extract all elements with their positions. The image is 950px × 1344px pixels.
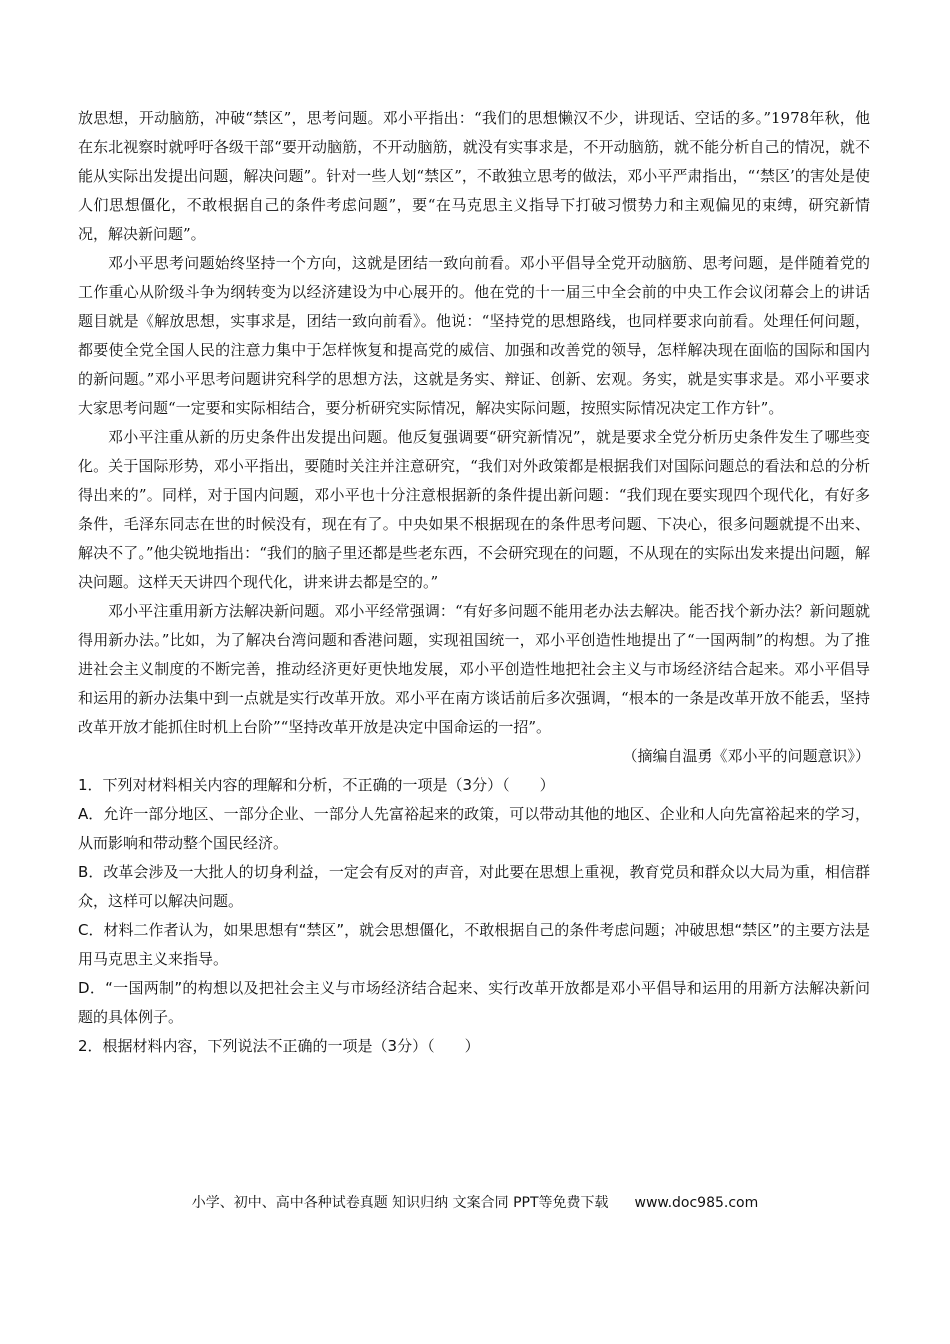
article-paragraph-2: 邓小平思考问题始终坚持一个方向，这就是团结一致向前看。邓小平倡导全党开动脑筋、思考问题，是伴随着党的工作重心从阶级斗争为纲转变为以经济建设为中心展开的。他在党的十一届三中全会前的中央工作会议闭幕会上的讲话题目就是《解放思想，实事求是，团结一致向前看》。他说：“坚持党的思想路线，也同样要求向前看。处理任何问题，都要使全党全国人民的注意力集中于怎样恢复和提高党的威信、加强和改善党的领导，怎样解决现在面临的国际和国内的新问题。”邓小平思考问题讲究科学的思想方法，这就是务实、辩证、创新、宏观。务实，就是实事求是。邓小平要求大家思考问题“一定要和实际相结合，要分析研究实际情况，解决实际问题，按照实际情况决定工作方针”。	[78, 254, 870, 417]
footer-text: 小学、初中、高中各种试卷真题 知识归纳 文案合同 PPT等免费下载	[191, 1195, 609, 1211]
question-1	[78, 771, 870, 1032]
question-1-option-b: B．改革会涉及一大批人的切身利益，一定会有反对的声音，对此要在思想上重视，教育党员和群众以大局为重，相信群众，这样可以解决问题。	[78, 863, 870, 910]
question-1-stem: 1．下列对材料相关内容的理解和分析，不正确的一项是（3分）（ ）	[78, 776, 555, 794]
question-2-stem: 2．根据材料内容，下列说法不正确的一项是（3分）（ ）	[78, 1037, 480, 1055]
exam-page	[78, 104, 870, 1061]
article-source: （摘编自温勇《邓小平的问题意识》）	[622, 747, 870, 765]
footer-site-link[interactable]: www.doc985.com	[634, 1195, 759, 1211]
article-paragraph-1: 放思想，开动脑筋，冲破“禁区”，思考问题。邓小平指出：“我们的思想懒汉不少，讲现话、空话的多。”1978年秋，他在东北视察时就呼吁各级干部“要开动脑筋，不开动脑筋，就没有实事求是，不开动脑筋，就不能分析自己的情况，就不能从实际出发提出问题，解决问题”。针对一些人划“禁区”，不敢独立思考的做法，邓小平严肃指出，“‘禁区’的害处是使人们思想僵化，不敢根据自己的条件考虑问题”，要“在马克思主义指导下打破习惯势力和主观偏见的束缚，研究新情况，解决新问题”。	[78, 109, 870, 243]
question-1-option-a: A．允许一部分地区、一部分企业、一部分人先富裕起来的政策，可以带动其他的地区、企业和人向先富裕起来的学习，从而影响和带动整个国民经济。	[78, 805, 870, 852]
question-1-option-d: D．“一国两制”的构想以及把社会主义与市场经济结合起来、实行改革开放都是邓小平倡导和运用的用新方法解决新问题的具体例子。	[78, 979, 870, 1026]
article-paragraph-3: 邓小平注重从新的历史条件出发提出问题。他反复强调要“研究新情况”，就是要求全党分析历史条件发生了哪些变化。关于国际形势，邓小平指出，要随时关注并注意研究，“我们对外政策都是根据我们对国际问题总的看法和总的分析得出来的”。同样，对于国内问题，邓小平也十分注意根据新的条件提出新问题：“我们现在要实现四个现代化，有好多条件，毛泽东同志在世的时候没有，现在有了。中央如果不根据现在的条件思考问题、下决心，很多问题就提不出来、解决不了。”他尖锐地指出：“我们的脑子里还都是些老东西，不会研究现在的问题，不从现在的实际出发来提出问题，解决问题。这样天天讲四个现代化，讲来讲去都是空的。”	[78, 428, 870, 591]
article-paragraph-4: 邓小平注重用新方法解决新问题。邓小平经常强调：“有好多问题不能用老办法去解决。能否找个新办法？新问题就得用新办法。”比如，为了解决台湾问题和香港问题，实现祖国统一，邓小平创造性地提出了“一国两制”的构想。为了推进社会主义制度的不断完善，推动经济更好更快地发展，邓小平创造性地把社会主义与市场经济结合起来。邓小平倡导和运用的新办法集中到一点就是实行改革开放。邓小平在南方谈话前后多次强调，“根本的一条是改革开放不能丢，坚持改革开放才能抓住时机上台阶”“坚持改革开放是决定中国命运的一招”。	[78, 602, 870, 736]
question-2	[78, 1032, 870, 1061]
question-1-option-c: C．材料二作者认为，如果思想有“禁区”，就会思想僵化，不敢根据自己的条件考虑问题；冲破思想“禁区”的主要方法是用马克思主义来指导。	[78, 921, 870, 968]
page-footer	[0, 1192, 950, 1212]
